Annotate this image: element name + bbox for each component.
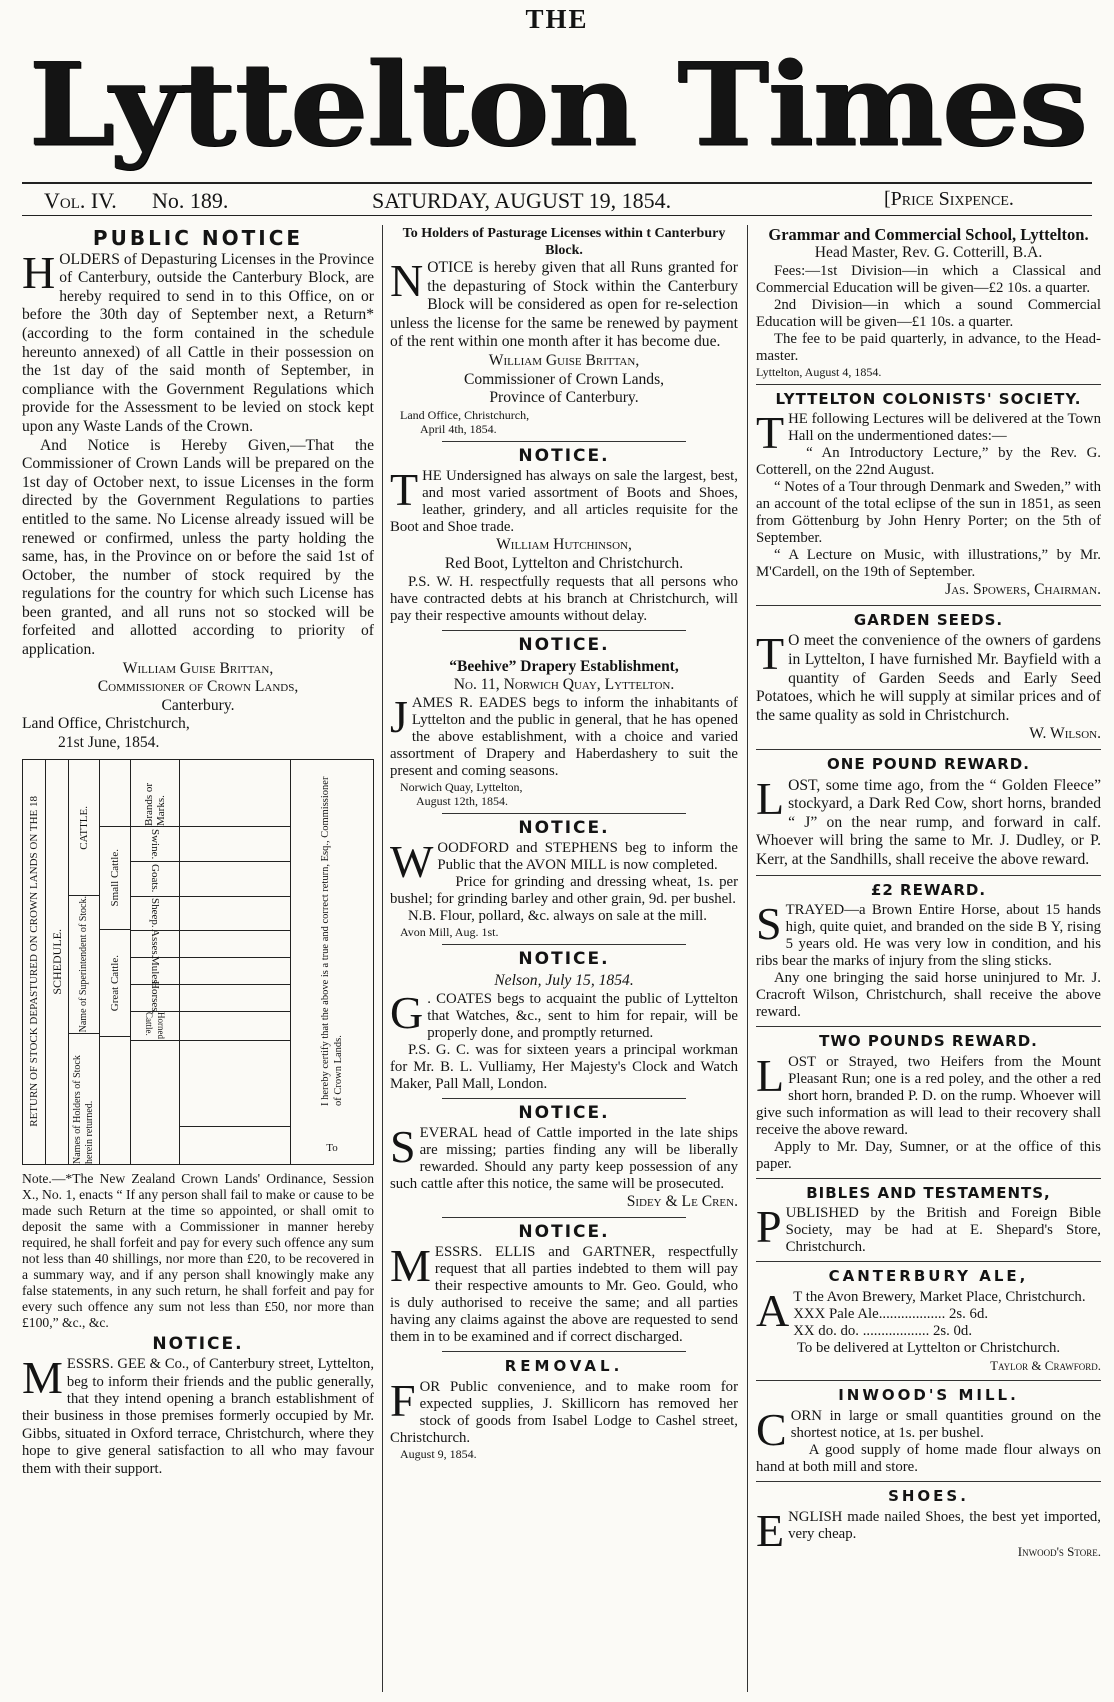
society-heading: LYTTELTON COLONISTS' SOCIETY. <box>775 389 1082 408</box>
pasturage-text: OTICE is hereby given that all Runs granted for the depasturing of Stock within the Canterbury Block will be considered as open for re-selection unless the license for the same be renewed by payment of the rent within one month after it has become due. <box>390 259 738 351</box>
signature: W. Wilson. <box>1029 725 1101 743</box>
one-pound-text: OST, some time ago, from the “ Golden Fleece” stockyard, a Dark Red Cow, short horns, branded “ J” on the near rump, and forward in calf. Whoever will bring the same to Mr. J. Dudley, or P. Kerr, at the Sandhills, shall receive the above reward. <box>756 776 1101 868</box>
office-place: Land Office, Christchurch, <box>22 715 190 733</box>
ale-price-2: XX do. do. .................. 2s. 0d. <box>793 1322 973 1339</box>
separator <box>756 749 1101 750</box>
public-notice-heading: PUBLIC NOTICE <box>92 226 304 250</box>
schedule-horned-cattle: Horned Cattle. <box>144 1011 166 1039</box>
shoes-heading: SHOES. <box>888 1487 969 1506</box>
bibles-heading: BIBLES AND TESTAMENTS, <box>806 1183 1051 1202</box>
horse-text: TRAYED—a Brown Entire Horse, about 15 hands high, quite quiet, and branded on the side B Y, rising 5 years old. He was very low in condition, and his ribs bear the marks of injury from the sling sticks. <box>756 902 1101 970</box>
separator <box>756 605 1101 606</box>
bibles-body <box>756 1201 1101 1256</box>
school-date: Lyttelton, August 4, 1854. <box>756 364 882 379</box>
office-date: 21st June, 1854. <box>58 734 160 752</box>
drop-cap: S <box>390 1121 416 1173</box>
schedule-cattle-box <box>69 760 99 897</box>
separator <box>442 944 686 945</box>
schedule-mules: Mules. <box>149 955 161 986</box>
coates-text: . COATES begs to acquaint the public of Lyttelton that Watches, &c., sent to him for repair, will be properly done, and promptly returned. <box>427 990 738 1041</box>
ordinance-note: Note.—*The New Zealand Crown Lands' Ordinance, Session X., No. 1, enacts “ If any person shall fail to make or cause to be made such Return at the time so appointed, or shall omit to deposit the same with a Commissioner in manner hereby required, he shall forfeit and pay for every such offence any sum not less than 40 shillings, nor more than £20, to be recovered in a summary way, and if any person shall knowingly make any false statements, in any such return, he shall forfeit and pay for every such offence any sum not less than £50, nor more than £100,” &c., &c. <box>22 1170 374 1330</box>
society-text: HE following Lectures will be delivered at the Town Hall on the undermentioned dates:— <box>788 411 1101 445</box>
coates-dateline: Nelson, July 15, 1854. <box>494 971 634 989</box>
separator <box>756 384 1101 385</box>
beehive-title: “Beehive” Drapery Establishment, <box>449 658 679 676</box>
schedule-sheep: Sheep. <box>149 898 161 928</box>
shoes-text: NGLISH made nailed Shoes, the best yet imported, very cheap. <box>788 1508 1101 1542</box>
column-3 <box>756 225 1101 1694</box>
schedule-title-box <box>46 760 69 1164</box>
school-fees-1: Fees:—1st Division—in which a Classical and Commercial Education will be given—£2 10s. a quarter. <box>756 262 1101 296</box>
drop-cap: G <box>390 986 424 1038</box>
inwood-mill-heading: INWOOD'S MILL. <box>838 1386 1019 1405</box>
schedule-title: SCHEDULE. <box>50 928 64 995</box>
separator <box>756 1481 1101 1482</box>
masthead-title: Lyttelton Times <box>28 38 1086 173</box>
schedule-table <box>22 759 374 1165</box>
schedule-swine: Swine. <box>149 828 161 859</box>
separator <box>442 1098 686 1099</box>
schedule-horses-box <box>131 980 179 1015</box>
ale-price-1: XXX Pale Ale.................. 2s. 6d. <box>793 1305 989 1322</box>
schedule-cell <box>180 958 290 985</box>
school-master: Head Master, Rev. G. Cotterill, B.A. <box>814 244 1043 261</box>
ale-text: T the Avon Brewery, Market Place, Christchurch. <box>793 1288 1086 1305</box>
two-pound-reward-heading: £2 REWARD. <box>870 880 987 899</box>
pasturage-body <box>390 255 738 352</box>
drop-cap: T <box>756 628 785 680</box>
masthead <box>0 0 1114 215</box>
coates-postscript: P.S. G. C. was for sixteen years a principal workman for Mr. B. L. Vulliamy, Her Majesty's Clock and Watch Maker, Pall Mall, London. <box>390 1041 738 1092</box>
separator <box>756 875 1101 876</box>
masthead-rule-top <box>22 182 1092 184</box>
schedule-goats: Goats. <box>149 864 161 893</box>
removal-heading: REMOVAL. <box>504 1357 624 1376</box>
signature: William Guise Brittan, <box>122 659 274 677</box>
beehive-place: Norwich Quay, Lyttelton, <box>400 779 523 794</box>
schedule-subgroup-col <box>100 760 131 1164</box>
schedule-holders-label: Names of Holders of Stock herein returned. <box>72 1054 95 1164</box>
schedule-brands-box <box>131 760 179 827</box>
avon-mill-nb: N.B. Flour, pollard, &c. always on sale at the mill. <box>408 908 707 925</box>
bibles-text: UBLISHED by the British and Foreign Bible Society, may be had at E. Shepard's Store, Christchurch. <box>785 1205 1101 1256</box>
schedule-cattle-col <box>69 760 100 1164</box>
volume: Vol. IV. <box>44 188 117 213</box>
separator <box>756 1380 1101 1381</box>
schedule-cell <box>180 1012 290 1041</box>
drop-cap: S <box>756 898 782 950</box>
column-2 <box>390 225 738 1694</box>
drop-cap: L <box>756 772 785 824</box>
horse-body <box>756 898 1101 970</box>
boots-postscript: P.S. W. H. respectfully requests that all persons who have contracted debts at his branch at Christchurch, will pay their respective amounts without delay. <box>390 573 738 624</box>
drop-cap: F <box>390 1374 416 1426</box>
one-pound-body <box>756 772 1101 870</box>
avon-mill-body <box>390 836 738 888</box>
boots-notice-heading: NOTICE. <box>518 445 610 466</box>
cattle-notice-heading: NOTICE. <box>518 1102 610 1123</box>
separator <box>442 1351 686 1352</box>
schedule-to: To <box>326 1142 338 1155</box>
schedule-sheep-box <box>131 897 179 931</box>
horse-reward: Any one bringing the said horse uninjured to Mr. J. Cracroft Wilson, Christchurch, shall receive the above reward. <box>756 970 1101 1021</box>
beehive-date: August 12th, 1854. <box>416 793 509 808</box>
separator <box>442 813 686 814</box>
schedule-type-col <box>131 760 180 1164</box>
dateline <box>22 188 1092 214</box>
schedule-cell <box>180 760 290 827</box>
drop-cap: T <box>390 464 419 516</box>
heifers-body <box>756 1049 1101 1139</box>
drop-cap: L <box>756 1049 785 1101</box>
schedule-cell <box>180 985 290 1012</box>
inwood-mill-flour: A good supply of home made flour always on hand at both mill and store. <box>756 1442 1101 1476</box>
gee-notice-text: ESSRS. GEE & Co., of Canterbury street, Lyttelton, beg to inform their friends and the public generally, that they intend opening a branch establishment of their business in those premises formerly occupied by Mr. Gibbs, situated in Oxford terrace, Christchurch, where they hope to give general satisfaction to all who may favour them with their support. <box>22 1356 374 1477</box>
schedule-cell <box>180 862 290 897</box>
public-notice-para-2: And Notice is Hereby Given,—That the Commissioner of Crown Lands will be prepared on the 1st day of October next, to issue Licenses in the form directed by the Government Regulations to parties entitled to the same. No License already issued will be renewed or confirmed, unless the party holding the same, has, in the Province on or before the said 1st of October, the number of stock required by the regulations for the country for which such License has been granted, and all runs not so stocked will be forfeited and allotted according to priority of application. <box>22 436 374 659</box>
removal-body <box>390 1374 738 1447</box>
separator <box>756 1026 1101 1027</box>
drop-cap: C <box>756 1404 787 1456</box>
beehive-text: AMES R. EADES begs to inform the inhabitants of Lyttelton and the public in general, that he has opened the above establishment, with a choice and varied assortment of Drapery and Haberdashery to suit the present and coming seasons. <box>390 694 738 779</box>
lecture-1: “ An Introductory Lecture,” by the Rev. G. Cotterell, on the 22nd August. <box>756 445 1101 479</box>
separator <box>442 630 686 631</box>
issue-number: No. 189. <box>152 188 229 213</box>
schedule-horned-box <box>131 1012 179 1041</box>
schedule-values-col <box>180 760 291 1164</box>
school-fees-3: The fee to be paid quarterly, in advance, to the Head-master. <box>756 330 1101 364</box>
cattle-notice-body <box>390 1121 738 1193</box>
column-1 <box>22 225 374 1694</box>
schedule-small-cattle: Small Cattle. <box>109 848 121 907</box>
schedule-superintendent-label: Name of Superintendent of Stock. <box>78 896 89 1033</box>
drop-cap: N <box>390 255 424 306</box>
drop-cap: H <box>22 246 56 298</box>
public-notice-body <box>22 246 374 437</box>
school-heading: Grammar and Commercial School, Lyttelton. <box>768 225 1089 244</box>
schedule-left-label-box <box>23 760 46 1164</box>
drop-cap: P <box>756 1201 782 1253</box>
signature-place: Canterbury. <box>161 696 235 714</box>
schedule-left-label: RETURN OF STOCK DEPASTURED ON CROWN LANDS ON THE 18 <box>28 796 40 1127</box>
coates-notice-heading: NOTICE. <box>518 949 610 970</box>
masthead-rule-bottom <box>22 215 1092 216</box>
column-divider-1 <box>382 225 383 1692</box>
schedule-cell <box>180 931 290 958</box>
lecture-3: “ A Lecture on Music, with illustrations,” by Mr. M'Cardell, on the 19th of September. <box>756 547 1101 581</box>
drop-cap: T <box>756 407 785 459</box>
signature: Sidey & Le Cren. <box>626 1193 738 1211</box>
avon-mill-date: Avon Mill, Aug. 1st. <box>400 925 499 940</box>
lecture-2: “ Notes of a Tour through Denmark and Sweden,” with an account of the total eclipse of the sun in 1851, as seen from Göttenburg by John Henry Porter; on the 5th of September. <box>756 479 1101 547</box>
drop-cap: W <box>390 836 434 888</box>
schedule-asses: Asses. <box>149 929 161 958</box>
heifers-text: OST or Strayed, two Heifers from the Mount Pleasant Run; one is a red poley, and the other a red short horn, branded P. D. on the rump. Whoever will give such information as will lead to their recovery shall receive the above reward. <box>756 1053 1101 1138</box>
column-divider-2 <box>747 225 748 1692</box>
garden-seeds-body <box>756 628 1101 725</box>
schedule-certify-col <box>291 760 373 1164</box>
office-place: Land Office, Christchurch, <box>400 407 530 422</box>
signature-address: Red Boot, Lyttelton and Christchurch. <box>444 554 684 572</box>
schedule-brands: Brands or Marks. <box>143 782 167 826</box>
inwood-mill-text: ORN in large or small quantities ground on the shortest notice, at 1s. per bushel. <box>790 1408 1101 1442</box>
schedule-holders-box <box>69 1034 99 1164</box>
drop-cap: M <box>22 1352 63 1404</box>
gee-notice-body <box>22 1352 374 1478</box>
schedule-subgroup-spacer <box>100 1037 130 1164</box>
schedule-small-box <box>100 827 130 930</box>
beehive-body <box>390 690 738 780</box>
schedule-cell <box>180 1127 290 1164</box>
signature-title: Commissioner of Crown Lands, <box>97 678 299 696</box>
signature-place: Province of Canterbury. <box>489 389 639 407</box>
separator <box>756 1178 1101 1179</box>
coates-body <box>390 986 738 1042</box>
schedule-cattle-label: CATTLE. <box>78 805 90 850</box>
schedule-cell <box>180 1041 290 1127</box>
heifers-apply: Apply to Mr. Day, Sumner, or at the office of this paper. <box>756 1138 1101 1172</box>
gee-notice-heading: NOTICE. <box>152 1333 244 1354</box>
cattle-notice-text: EVERAL head of Cattle imported in the late ships are missing; parties finding any will be liberally rewarded. Should any party keep possession of any such cattle after this notice, the same will be prosecuted. <box>390 1125 738 1193</box>
inwood-mill-body <box>756 1404 1101 1456</box>
schedule-cell <box>180 827 290 862</box>
schedule-superintendent-box <box>69 896 99 1033</box>
society-body <box>756 407 1101 459</box>
public-notice-text: OLDERS of Depasturing Licenses in the Province of Canterbury, outside the Canterbury Block, are hereby required to send in to this Office, on or before the 30th day of September next, a Return* (according to the form contained in the schedule hereunto annexed) of all Cattle in their possession on the 1st day of the said month of September, in compliance with the Government Regulations which provide for the Assessment to be levied on stock kept upon any Waste Lands of the Crown. <box>22 250 374 435</box>
separator <box>756 1261 1101 1262</box>
ellis-notice-body <box>390 1240 738 1346</box>
boots-notice-body <box>390 464 738 536</box>
avon-mill-heading: NOTICE. <box>518 817 610 838</box>
schedule-horses: Horses. <box>149 980 161 1015</box>
drop-cap: J <box>390 690 408 742</box>
beehive-notice-heading: NOTICE. <box>518 634 610 655</box>
beehive-address: No. 11, Norwich Quay, Lyttelton. <box>453 676 675 694</box>
separator <box>442 1217 686 1218</box>
schedule-certification: I hereby certify that the above is a true and correct return, Esq., Commissioner of Crown Lands. <box>320 776 344 1106</box>
avon-mill-text: OODFORD and STEPHENS beg to inform the Public that the AVON MILL is now completed. <box>437 840 738 874</box>
price: [Price Sixpence. <box>884 188 1014 210</box>
signature: William Guise Brittan, <box>488 351 640 369</box>
schedule-goats-box <box>131 862 179 897</box>
drop-cap: E <box>756 1504 785 1556</box>
removal-date: August 9, 1854. <box>400 1446 477 1461</box>
ale-heading: CANTERBURY ALE, <box>828 1267 1029 1286</box>
schedule-type-spacer <box>131 1041 179 1164</box>
signature-title: Commissioner of Crown Lands, <box>463 370 665 388</box>
two-pounds-heading: TWO POUNDS REWARD. <box>819 1032 1038 1051</box>
ellis-notice-text: ESSRS. ELLIS and GARTNER, respectfully request that all parties indebted to them will pay their respective amounts to Mr. Geo. Gould, who is duly authorised to receive the same; and all parties having any claims against the above are requested to send them in to be examined and if correct discharged. <box>390 1244 738 1346</box>
drop-cap: A <box>756 1284 790 1336</box>
office-date: April 4th, 1854. <box>420 421 497 436</box>
boots-notice-text: HE Undersigned has always on sale the largest, best, and most varied assortment of Boots and Shoes, leather, grindery, and all articles requisite for the Boot and Shoe trade. <box>390 468 738 536</box>
ellis-notice-heading: NOTICE. <box>518 1221 610 1242</box>
schedule-brands-spacer <box>100 760 130 827</box>
separator <box>442 441 686 442</box>
garden-seeds-heading: GARDEN SEEDS. <box>853 610 1004 629</box>
signature: Taylor & Crawford. <box>990 1357 1101 1373</box>
schedule-great-cattle: Great Cattle. <box>109 954 121 1011</box>
garden-seeds-text: O meet the convenience of the owners of gardens in Lyttelton, I have furnished Mr. Bayfield with a quantity of Garden Seeds and Early Seed Potatoes, which he will supply at similar prices and of the same quality as sold in Christchurch. <box>756 632 1101 724</box>
pasturage-heading: To Holders of Pasturage Licenses within t Canterbury Block. <box>402 226 726 258</box>
issue-date: SATURDAY, AUGUST 19, 1854. <box>372 188 672 213</box>
schedule-cell <box>180 897 290 931</box>
schedule-swine-box <box>131 827 179 862</box>
schedule-great-box <box>100 930 130 1037</box>
drop-cap: M <box>390 1240 431 1292</box>
signature: William Hutchinson, <box>496 536 632 554</box>
signature: Inwood's Store. <box>1017 1543 1101 1559</box>
masthead-the: THE <box>525 4 589 34</box>
signature: Jas. Spowers, Chairman. <box>945 581 1101 599</box>
removal-text: OR Public convenience, and to make room for expected supplies, J. Skillicorn has removed her stock of goods from Isabel Lodge to Cashel street, Christchurch. <box>390 1378 738 1446</box>
ale-delivery: To be delivered at Lyttelton or Christchurch. <box>796 1339 1061 1356</box>
school-fees-2: 2nd Division—in which a sound Commercial Education will be given—£1 10s. a quarter. <box>756 296 1101 330</box>
one-pound-heading: ONE POUND REWARD. <box>827 754 1030 773</box>
schedule-asses-box <box>131 931 179 958</box>
avon-mill-prices: Price for grinding and dressing wheat, 1s. per bushel; for grinding barley and other grain, 9d. per bushel. <box>390 874 738 908</box>
